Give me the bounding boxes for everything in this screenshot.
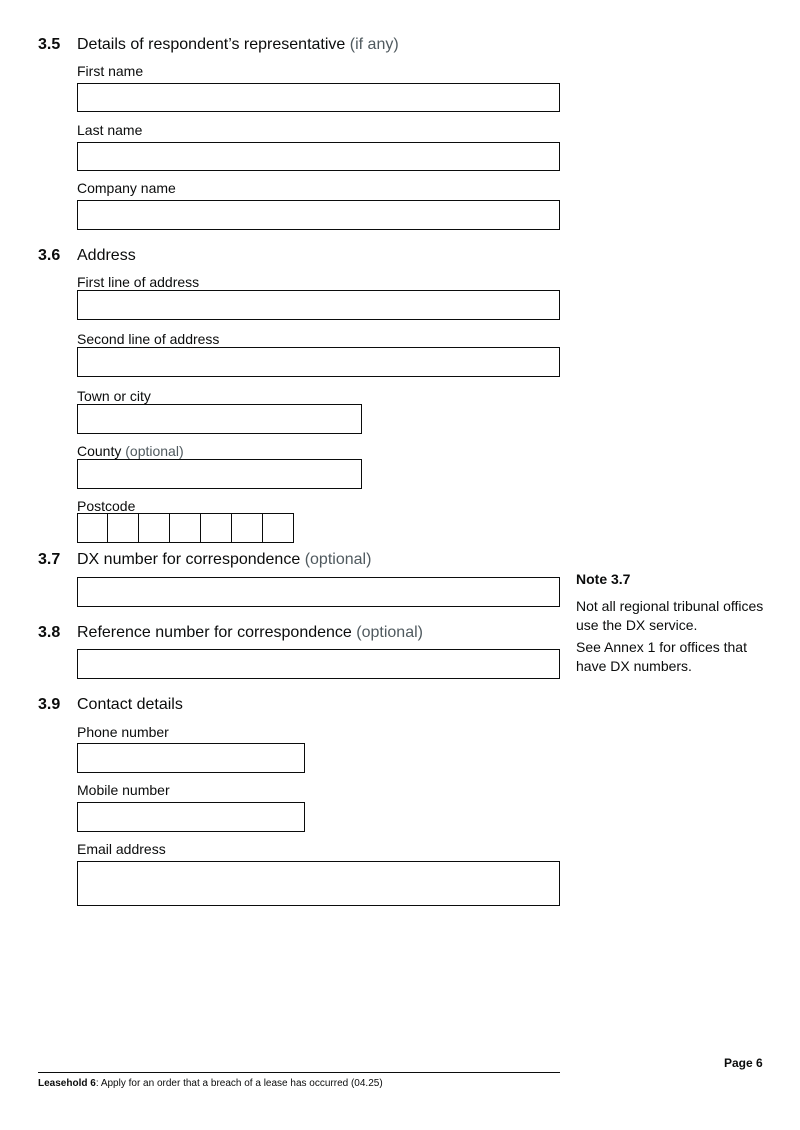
section-title-3-6: Address xyxy=(77,247,136,264)
section-title-3-9: Contact details xyxy=(77,696,183,713)
county-label xyxy=(77,443,184,459)
reference-number-input[interactable] xyxy=(77,649,560,679)
email-input[interactable] xyxy=(77,861,560,906)
section-title-text: DX number for correspondence xyxy=(77,551,301,568)
section-hint: (optional) xyxy=(356,624,423,641)
postcode-cell[interactable] xyxy=(263,513,294,543)
postcode-cell[interactable] xyxy=(201,513,232,543)
company-name-label: Company name xyxy=(77,180,176,196)
town-label: Town or city xyxy=(77,388,151,404)
section-title-3-8 xyxy=(77,624,423,642)
footer-divider xyxy=(38,1072,560,1073)
mobile-label: Mobile number xyxy=(77,782,170,798)
mobile-input[interactable] xyxy=(77,802,305,832)
first-name-label: First name xyxy=(77,63,144,79)
dx-number-input[interactable] xyxy=(77,577,560,607)
company-name-input[interactable] xyxy=(77,200,560,230)
county-label-text: County xyxy=(77,443,122,459)
postcode-cell[interactable] xyxy=(170,513,201,543)
note-title: Note 3.7 xyxy=(576,571,631,587)
footer-text xyxy=(38,1078,383,1089)
section-number-3-6: 3.6 xyxy=(38,247,61,264)
section-title-3-7 xyxy=(77,551,371,569)
page-number: Page 6 xyxy=(724,1056,763,1070)
last-name-label: Last name xyxy=(77,122,143,138)
address-line2-input[interactable] xyxy=(77,347,560,377)
section-number-3-8: 3.8 xyxy=(38,624,61,641)
section-number-3-7: 3.7 xyxy=(38,551,61,568)
postcode-cell[interactable] xyxy=(77,513,108,543)
footer-form-description: : Apply for an order that a breach of a lease has occurred (04.25) xyxy=(95,1078,383,1089)
note-paragraph-2: See Annex 1 for offices that have DX numbers. xyxy=(576,639,747,674)
section-number-3-5: 3.5 xyxy=(38,36,61,53)
county-hint: (optional) xyxy=(125,443,184,459)
phone-input[interactable] xyxy=(77,743,305,773)
town-input[interactable] xyxy=(77,404,362,434)
county-input[interactable] xyxy=(77,459,362,489)
address-line1-input[interactable] xyxy=(77,290,560,320)
section-hint: (if any) xyxy=(349,36,399,53)
postcode-cell[interactable] xyxy=(108,513,139,543)
first-name-input[interactable] xyxy=(77,83,560,112)
postcode-label: Postcode xyxy=(77,498,136,514)
section-title-3-5 xyxy=(77,36,399,54)
address-line2-label: Second line of address xyxy=(77,331,220,347)
section-number-3-9: 3.9 xyxy=(38,696,61,713)
section-title-text: Details of respondent’s representative xyxy=(77,36,346,53)
postcode-cell[interactable] xyxy=(232,513,263,543)
phone-label: Phone number xyxy=(77,724,169,740)
section-title-text: Reference number for correspondence xyxy=(77,624,352,641)
email-label: Email address xyxy=(77,841,166,857)
last-name-input[interactable] xyxy=(77,142,560,171)
postcode-input[interactable] xyxy=(77,513,294,543)
postcode-cell[interactable] xyxy=(139,513,170,543)
section-hint: (optional) xyxy=(304,551,372,568)
note-paragraph-1: Not all regional tribunal offices use the DX service. xyxy=(576,598,764,633)
footer-form-name: Leasehold 6 xyxy=(38,1078,96,1089)
address-line1-label: First line of address xyxy=(77,274,200,290)
